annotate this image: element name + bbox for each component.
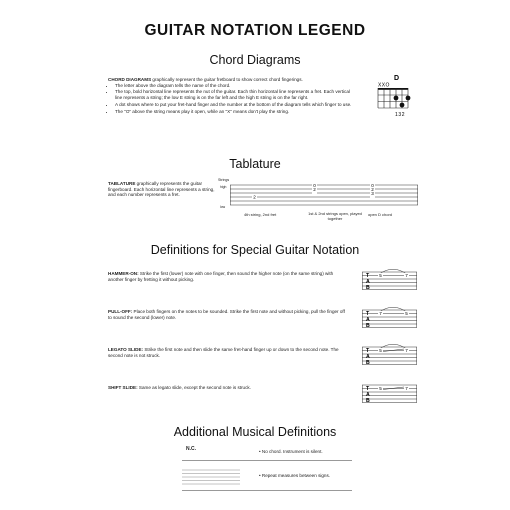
pull-off-tab bbox=[362, 304, 418, 332]
legato-slide-term: LEGATO SLIDE: bbox=[108, 347, 144, 352]
tab-letter: B bbox=[366, 398, 370, 404]
tab-letter: T bbox=[366, 311, 370, 317]
tab-caption: 4th string, 2nd fret bbox=[244, 212, 277, 217]
tablature-staff bbox=[230, 184, 420, 210]
tab-lead: graphically represents the guitar fingerboard. Each horizontal line represents a string, and each number represents a fret. bbox=[108, 181, 215, 198]
tab-note: 7 bbox=[379, 311, 382, 317]
finger-dot bbox=[406, 96, 411, 101]
special-notation-heading: Definitions for Special Guitar Notation bbox=[150, 243, 360, 257]
tab-letter: A bbox=[366, 354, 370, 360]
hammer-on-term: HAMMER-ON: bbox=[108, 271, 139, 276]
hammer-on-tab bbox=[362, 266, 418, 294]
hammer-on-desc: Strike the first (lower) note with one finger, then sound the higher note (on the same string) with another finger by fretting it without picking. bbox=[108, 271, 334, 282]
tab-note: 0 bbox=[313, 184, 316, 188]
finger-dot bbox=[394, 96, 399, 101]
high-label: high bbox=[220, 185, 227, 189]
chord-bullet: • The top, bold horizontal line represents the nut of the guitar. Each thin horizontal line represents a fret. Each vertical line represents a string; the low E string is on the far left and the high E string is on the far right. bbox=[115, 89, 358, 100]
tab-note: 0 bbox=[371, 184, 374, 188]
chord-nut bbox=[378, 88, 408, 90]
tab-note: 5 bbox=[379, 386, 382, 392]
shift-slide-text bbox=[108, 385, 348, 391]
pull-off-term: PULL-OFF: bbox=[108, 309, 133, 314]
tab-note: 7 bbox=[405, 348, 408, 354]
chord-bullets bbox=[108, 83, 358, 115]
page-title: GUITAR NOTATION LEGEND bbox=[144, 22, 366, 39]
tab-letter: B bbox=[366, 285, 370, 291]
repeat-sign-staff bbox=[182, 466, 242, 488]
tablature-heading: Tablature bbox=[229, 157, 281, 171]
tab-note: 2 bbox=[313, 187, 316, 192]
tab-letter: A bbox=[366, 392, 370, 398]
tab-note: 2 bbox=[371, 187, 374, 192]
nc-symbol: N.C. bbox=[186, 446, 196, 452]
slur-mark bbox=[380, 307, 406, 311]
tab-letter: T bbox=[366, 348, 370, 354]
tab-caption: open D chord bbox=[368, 212, 393, 217]
shift-slide-desc: Same as legato slide, except the second note is struck. bbox=[137, 385, 251, 390]
pull-off-text bbox=[108, 309, 348, 320]
chord-top-marks: XXO bbox=[378, 82, 390, 89]
tab-letter: T bbox=[366, 386, 370, 392]
d-chord-diagram bbox=[370, 72, 415, 120]
pull-off-desc: Place both fingers on the notes to be sounded. Strike the first note and without picking, pull the finger off to sound the second (lower) note. bbox=[108, 309, 345, 320]
repeat-definition: • Repeat measures between signs. bbox=[259, 473, 331, 478]
chord-diagrams-text bbox=[108, 77, 358, 115]
tab-note: 5 bbox=[379, 348, 382, 354]
hammer-on-text bbox=[108, 271, 348, 282]
strings-label: Strings bbox=[218, 178, 230, 182]
tab-note: 7 bbox=[405, 273, 408, 279]
tab-note: 5 bbox=[379, 273, 382, 279]
finger-dot bbox=[400, 103, 405, 108]
tab-letter: A bbox=[366, 279, 370, 285]
definition-divider bbox=[182, 460, 352, 461]
tab-note: 7 bbox=[405, 386, 408, 392]
chord-lead: graphically represent the guitar fretboard to show correct chord fingerings. bbox=[151, 77, 303, 82]
nc-definition: • No chord. Instrument is silent. bbox=[259, 449, 323, 454]
chord-fingering: 132 bbox=[395, 112, 406, 118]
tab-caption: 1st & 2nd strings open, played together bbox=[308, 211, 362, 221]
chord-name: D bbox=[394, 75, 400, 82]
slur-mark bbox=[380, 269, 406, 273]
chord-bullet: • The letter above the diagram tells the name of the chord. bbox=[115, 83, 358, 89]
shift-slide-term: SHIFT SLIDE: bbox=[108, 385, 138, 390]
tab-letter: T bbox=[366, 273, 370, 279]
additional-definitions-heading: Additional Musical Definitions bbox=[173, 425, 337, 439]
chord-bullet: • The "O" above the string means play it open, while an "X" means don't play the string. bbox=[115, 109, 358, 115]
legato-slide-text bbox=[108, 347, 348, 358]
low-label: low bbox=[220, 205, 226, 209]
chord-term: CHORD DIAGRAMS bbox=[108, 77, 152, 82]
shift-slide-tab bbox=[362, 379, 418, 407]
legato-slide-desc: Strike the first note and then slide the same fret-hand finger up or down to the second note. The second note is not struck. bbox=[108, 347, 339, 358]
chord-bullet: • A dot shows where to put your fret-hand finger and the number at the bottom of the diagram tells which finger to use. bbox=[115, 102, 358, 108]
tab-note: 2 bbox=[253, 194, 256, 200]
tab-term: TABLATURE bbox=[108, 181, 136, 186]
tab-note: 3 bbox=[371, 191, 374, 196]
tab-note: 5 bbox=[405, 311, 408, 317]
chord-diagrams-heading: Chord Diagrams bbox=[209, 53, 301, 67]
tab-letter: B bbox=[366, 323, 370, 329]
definition-divider bbox=[182, 490, 352, 491]
tab-letter: B bbox=[366, 360, 370, 366]
tab-letter: A bbox=[366, 317, 370, 323]
legato-slide-tab bbox=[362, 341, 418, 369]
tablature-text bbox=[108, 181, 216, 198]
slur-mark bbox=[380, 344, 406, 348]
